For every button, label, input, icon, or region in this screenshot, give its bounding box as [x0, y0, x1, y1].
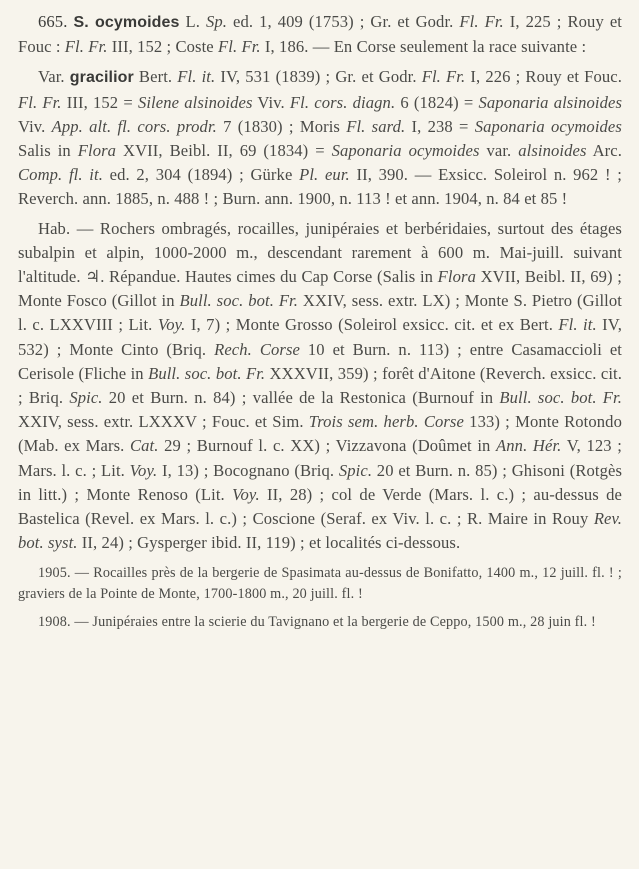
italic-citation: Fl. Fr. — [18, 92, 62, 112]
italic-citation: Bull. soc. bot. Fr. — [499, 388, 623, 408]
italic-citation: Voy. — [232, 484, 260, 504]
italic-citation: Flora — [437, 267, 476, 287]
text-run: 20 et Burn. n. 84) ; vallée de la Restonica (Burnouf in — [102, 388, 500, 408]
text-run: XVII, Beibl. II, 69 (1834) = — [116, 141, 332, 161]
text-run: 6 (1824) = — [395, 92, 479, 112]
text-run: III, 152 = — [61, 92, 138, 112]
italic-citation: Sp. — [205, 12, 228, 31]
text-run: Viv. — [18, 116, 52, 136]
text-run: 20 et Burn. n. 85) ; Ghisoni (Rotgès in litt.) ; Monte Renoso (Lit. — [18, 460, 623, 504]
record-1905: 1905. — Rocailles près de la bergerie de Spasimata au-dessus de Bonifatto, 1400 m., 12 juill. fl. ! ; graviers de la Pointe de Monte, 1700-1800 m., 20 juill. fl. ! — [18, 565, 622, 602]
italic-citation: App. alt. fl. cors. prodr. — [51, 116, 217, 136]
italic-citation: Fl. Fr. — [421, 67, 466, 87]
italic-citation: Fl. Fr. — [64, 37, 108, 57]
italic-citation: Bull. soc. bot. Fr. — [148, 363, 266, 383]
italic-citation: Voy. — [129, 460, 158, 480]
italic-citation: Fl. Fr. — [459, 12, 504, 31]
italic-citation: Bull. soc. bot. Fr. — [179, 291, 299, 311]
text-run: Viv. — [252, 92, 290, 112]
text-run: 29 ; Burnouf l. c. XX) ; Vizzavona (Doûmet in — [158, 436, 497, 456]
text-run: ed. 1, 409 (1753) ; Gr. et Godr. — [227, 12, 460, 31]
text-run: L. — [179, 12, 206, 31]
italic-citation: Fl. it. — [558, 315, 597, 335]
italic-citation: Rev. bot. syst. — [18, 509, 622, 553]
text-run: Arc. — [586, 141, 622, 161]
italic-citation: Spic. — [69, 388, 103, 408]
text-run: I, 7) ; Monte Grosso (Soleirol exsicc. cit. et ex Bert. — [185, 315, 559, 335]
text-run: V, 123 ; Mars. l. c. ; Lit. — [18, 436, 623, 480]
italic-citation: Rech. Corse — [214, 339, 300, 359]
text-run: III, 152 ; Coste — [107, 37, 219, 57]
italic-citation: Voy. — [157, 315, 186, 335]
text-run: Salis in — [18, 141, 78, 161]
italic-citation: Silene alsinoides — [137, 92, 253, 112]
species-number: 665. — [38, 12, 68, 31]
text-run: 10 et Burn. n. 113) ; entre Casamaccioli et Cerisole (Fliche in — [18, 339, 622, 383]
text-run: 7 (1830) ; Moris — [216, 116, 347, 136]
species-name: S. ocymoides — [73, 14, 180, 31]
variety-entry — [18, 65, 622, 211]
italic-citation: Ann. Hér. — [496, 436, 562, 456]
text-run: Bert. — [133, 67, 178, 87]
text-run: 133) ; Monte Rotondo (Mab. ex Mars. — [18, 412, 622, 456]
habitat-text — [18, 219, 622, 553]
italic-citation: Fl. sard. — [346, 116, 406, 136]
record-1908: 1908. — Junipéraies entre la scierie du Tavignano et la bergerie de Ceppo, 1500 m., 28 juin fl. ! — [38, 614, 596, 631]
italic-citation: Flora — [77, 141, 117, 161]
text-run: Hab. — Rochers ombragés, rocailles, junipéraies et berbéridaies, surtout des étages subalpin et alpin, 1000-2000 m., descendant rarement à 600 m. Mai-juill. suivant l'altitude. ♃. Répandue. Hautes cimes du Cap Corse (Salis in — [18, 218, 622, 287]
text-run: IV, 532) ; Monte Cinto (Briq. — [18, 315, 622, 359]
variety-prefix: Var. — [38, 67, 70, 87]
text-run: IV, 531 (1839) ; Gr. et Godr. — [215, 67, 422, 87]
italic-citation: Saponaria ocymoides — [474, 116, 622, 136]
text-run: XXIV, sess. extr. LX) ; Monte S. Pietro (Gillot l. c. LXXVIII ; Lit. — [18, 291, 622, 335]
italic-citation: Pl. eur. — [299, 165, 350, 185]
text-run: ed. 2, 304 (1894) ; Gürke — [102, 165, 300, 185]
italic-citation: alsinoides — [518, 141, 587, 161]
text-run: II, 24) ; Gysperger ibid. II, 119) ; et localités ci-dessous. — [77, 533, 461, 553]
text-run: II, 390. — Exsicc. Soleirol n. 962 ! ; Reverch. ann. 1885, n. 488 ! ; Burn. ann. 1900, n. 113 ! et ann. 1904, n. 84 et 85 ! — [18, 165, 622, 209]
text-run: I, 186. — En Corse seulement la race suivante : — [260, 37, 587, 57]
italic-citation: Trois sem. herb. Corse — [308, 412, 464, 432]
italic-citation: Saponaria ocymoides — [331, 141, 480, 161]
text-run: I, 13) ; Bocognano (Briq. — [157, 460, 339, 480]
habitat-paragraph — [18, 217, 622, 556]
italic-citation: Comp. fl. it. — [18, 165, 103, 185]
italic-citation: Cat. — [129, 436, 159, 456]
text-run: XXXVII, 359) ; forêt d'Aitone (Reverch. exsicc. cit. ; Briq. — [18, 363, 623, 408]
text-run: var. — [479, 141, 519, 161]
italic-citation: Spic. — [338, 460, 373, 480]
italic-citation: Fl. cors. diagn. — [289, 92, 396, 112]
variety-name: gracilior — [69, 69, 134, 87]
text-run: XXIV, sess. extr. LXXXV ; Fouc. et Sim. — [18, 412, 309, 432]
variety-text — [18, 67, 622, 208]
species-entry — [18, 10, 622, 59]
text-run: II, 28) ; col de Verde (Mars. l. c.) ; au-dessus de Bastelica (Revel. ex Mars. l. c.) ; Coscione (Seraf. ex Viv. l. c. ; R. Maire in Rouy — [18, 484, 622, 529]
text-run: I, 226 ; Rouy et Fouc. — [465, 67, 623, 87]
italic-citation: Fl. it. — [177, 67, 216, 87]
italic-citation: Saponaria alsinoides — [478, 92, 622, 112]
text-run: I, 238 = — [405, 116, 475, 136]
italic-citation: Fl. Fr. — [218, 37, 261, 57]
text-run: XVII, Beibl. II, 69) ; Monte Fosco (Gillot in — [18, 267, 622, 311]
text-run: I, 225 ; Rouy et Fouc : — [18, 12, 623, 57]
